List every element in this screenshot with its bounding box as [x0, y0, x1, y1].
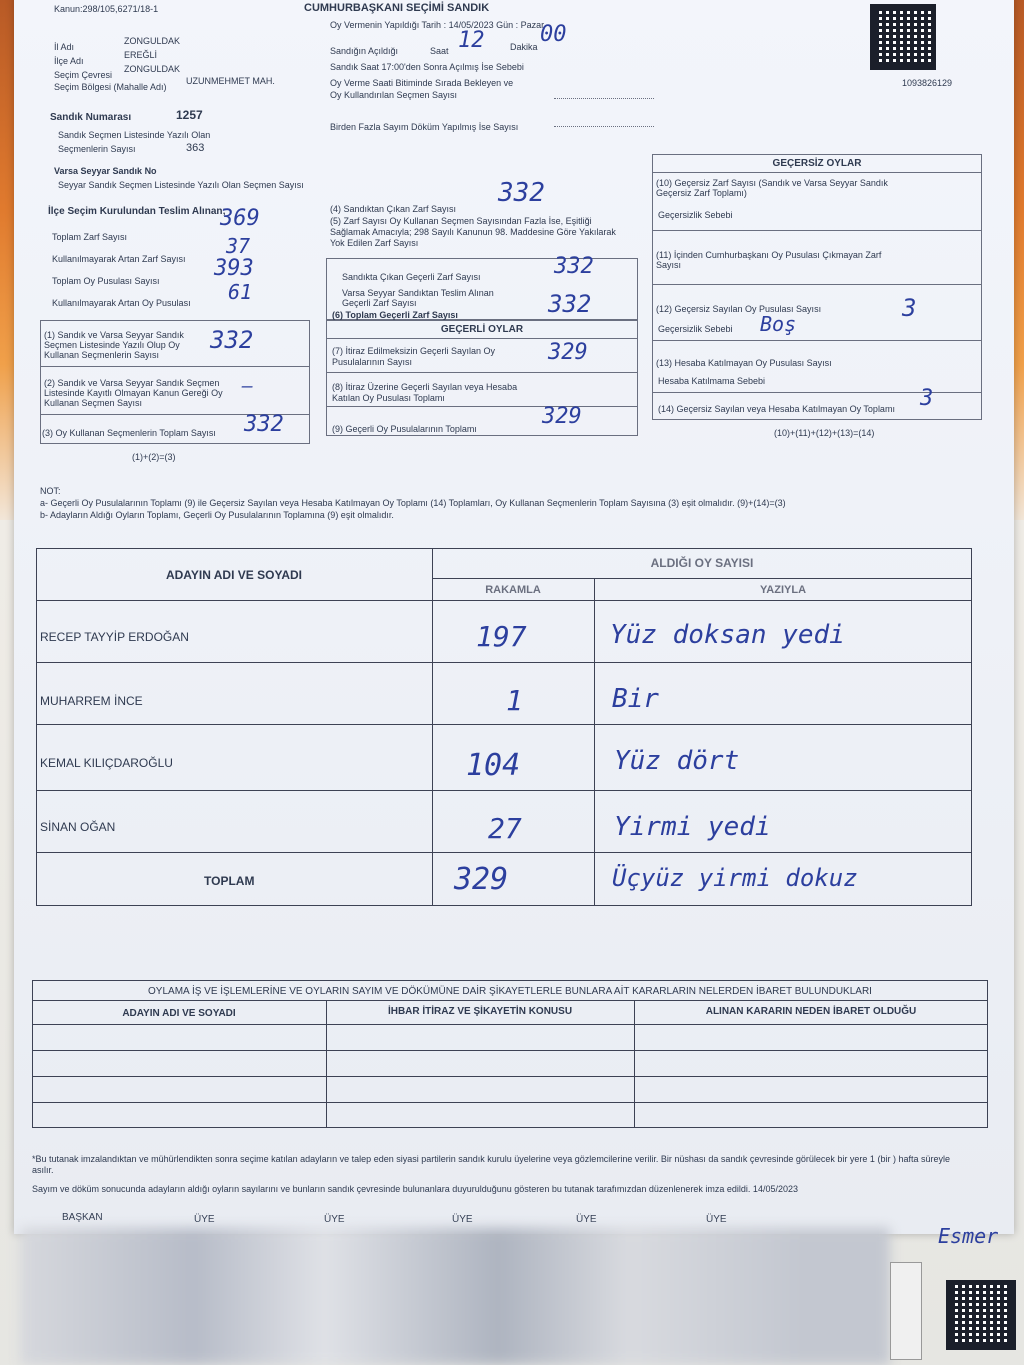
dakika-value: 00: [540, 22, 567, 47]
notes-title: NOT:: [40, 486, 61, 496]
candidate-digits: 197: [476, 620, 527, 653]
divider: [36, 600, 972, 601]
received-label-4: Kullanılmayarak Artan Oy Pusulası: [52, 298, 191, 308]
envelope-row-6-label: (6) Toplam Geçerli Zarf Sayısı: [332, 310, 458, 320]
cevre-label: Seçim Çevresi: [54, 70, 113, 80]
valid-votes-title: GEÇERLİ OYLAR: [440, 324, 524, 335]
candidate-name: RECEP TAYYİP ERDOĞAN: [40, 630, 189, 644]
candidate-words: Yüz dört: [614, 746, 740, 776]
voter-row-1-label: (1) Sandık ve Varsa Seyyar Sandık Seçmen Listesinde Yazılı Olup Oy Kullanan Seçmenlerin Sayısı: [44, 330, 184, 360]
received-value-2: 37: [226, 234, 251, 258]
invalid-row-12-value: 3: [902, 294, 917, 322]
candidate-name: KEMAL KILIÇDAROĞLU: [40, 756, 173, 770]
divider: [326, 372, 638, 373]
total-label: TOPLAM: [204, 874, 255, 888]
divider: [594, 578, 595, 906]
received-header: İlçe Seçim Kurulundan Teslim Alınan;: [48, 206, 226, 217]
footer-text-2: Sayım ve döküm sonucunda adayların aldığı oyların sayılarını ve bunların sandık çevresinde bulunanlara duyurulduğunu gösteren bu tutanak tarafımızdan düzenlenerek imza edildi. 14/05/2023: [32, 1184, 798, 1194]
name-header: ADAYIN ADI VE SOYADI: [165, 568, 303, 582]
redacted-signatures: [20, 1228, 890, 1365]
invalid-row-12-reason-label: Geçersizlik Sebebi: [658, 324, 733, 334]
valid-row-9-value: 329: [542, 404, 582, 429]
voters-label-1: Sandık Seçmen Listesinde Yazılı Olan: [58, 130, 211, 140]
invalid-row-14-value: 3: [920, 386, 934, 411]
footer-text-1: *Bu tutanak imzalandıktan ve mühürlendikten sonra seçime katılan adayların ve talep eden siyasi partilerin sandık kurulu üyelerine veya gözlemcilerine verilir. Bir nüshası da sandık çevresinde görülecek bir yere 1 (bir ) hafta süreyle asılır.: [32, 1154, 950, 1175]
open-label: Sandığın Açıldığı: [330, 46, 399, 56]
valid-row-8-label: (8) İtiraz Üzerine Geçerli Sayılan veya Hesaba Katılan Oy Pusulası Toplamı: [332, 382, 518, 403]
signature-uye: ÜYE: [194, 1214, 215, 1225]
barcode-number: 1093826129: [902, 78, 953, 88]
ilce-label: İlçe Adı: [54, 56, 84, 66]
queue-label-2: Oy Kullandırılan Seçmen Sayısı: [330, 90, 458, 100]
voter-row-3-value: 332: [244, 412, 284, 437]
il-value: ZONGULDAK: [124, 36, 181, 46]
complaints-col-2: İHBAR İTİRAZ VE ŞİKAYETİN KONUSU: [387, 1006, 573, 1017]
words-header: YAZIYLA: [759, 584, 807, 596]
il-label: İl Adı: [54, 42, 75, 52]
complaints-col-1: ADAYIN ADI VE SOYADI: [122, 1008, 236, 1019]
divider: [652, 230, 982, 231]
received-value-1: 369: [220, 206, 260, 231]
mobile-box-label: Varsa Seyyar Sandık No: [54, 166, 157, 176]
divider: [326, 1000, 327, 1128]
handwritten-signature: Esmer: [938, 1224, 999, 1248]
signature-uye: ÜYE: [324, 1214, 345, 1225]
divider: [32, 1102, 988, 1103]
divider: [32, 1050, 988, 1051]
multi-count-label: Birden Fazla Sayım Döküm Yapılmış İse Sayısı: [330, 122, 519, 132]
received-value-4: 61: [228, 280, 253, 304]
divider: [652, 172, 982, 173]
divider: [326, 406, 638, 407]
valid-env-value: 332: [554, 254, 594, 279]
queue-label: Oy Verme Saati Bitiminde Sırada Bekleyen ve: [330, 78, 514, 88]
signature-baskan: BAŞKAN: [62, 1212, 103, 1223]
candidate-digits: 27: [488, 812, 522, 845]
voter-formula: (1)+(2)=(3): [132, 452, 176, 462]
candidate-words: Yüz doksan yedi: [610, 620, 845, 650]
invalid-row-13-label: (13) Hesaba Katılmayan Oy Pusulası Sayısı: [656, 358, 832, 368]
divider: [36, 724, 972, 725]
invalid-row-12-label: (12) Geçersiz Sayılan Oy Pusulası Sayısı: [656, 304, 822, 314]
complaints-col-3: ALINAN KARARIN NEDEN İBARET OLDUĞU: [705, 1006, 917, 1017]
mobile-voters-label: Seyyar Sandık Seçmen Listesinde Yazılı Olan Seçmen Sayısı: [58, 180, 304, 190]
dakika-label: Dakika: [510, 42, 538, 52]
divider: [326, 338, 638, 339]
complaints-title: OYLAMA İŞ VE İŞLEMLERİNE VE OYLARIN SAYIM VE DÖKÜMÜNE DAİR ŞİKAYETLERLE BUNLARA AİT KARARLARIN NELERDEN İBARET BULUNDUKLARI: [148, 986, 872, 997]
invalid-votes-title: GEÇERSİZ OYLAR: [772, 158, 862, 169]
signature-uye: ÜYE: [452, 1214, 473, 1225]
candidate-digits: 1: [506, 684, 523, 717]
multi-count-dotline: [554, 126, 654, 127]
divider: [32, 1076, 988, 1077]
invalid-row-13-reason: Hesaba Katılmama Sebebi: [658, 376, 766, 386]
received-label-3: Toplam Oy Pusulası Sayısı: [52, 276, 160, 286]
candidate-name: SİNAN OĞAN: [40, 820, 116, 834]
envelope-row-6-value: 332: [548, 290, 592, 318]
invalid-row-14-label: (14) Geçersiz Sayılan veya Hesaba Katılmayan Oy Toplamı: [658, 404, 895, 414]
after17-label: Sandık Saat 17:00'den Sonra Açılmış İse Sebebi: [330, 62, 524, 72]
divider: [652, 340, 982, 341]
box-no-value: 1257: [176, 108, 203, 122]
divider: [32, 1000, 988, 1001]
invalid-row-10-reason: Geçersizlik Sebebi: [658, 210, 733, 220]
kanun-ref: Kanun:298/105,6271/18-1: [54, 4, 159, 14]
divider: [652, 284, 982, 285]
signature-uye: ÜYE: [706, 1214, 727, 1225]
envelope-row-4-label: (4) Sandıktan Çıkan Zarf Sayısı: [330, 204, 457, 214]
vote-date: Oy Vermenin Yapıldığı Tarih : 14/05/2023 Gün : Pazar: [330, 20, 545, 30]
voter-row-2-label: (2) Sandık ve Varsa Seyyar Sandık Seçmen Listesinde Kayıtlı Olmayan Kanun Gereği Oy Kullanan Seçmen Sayısı: [44, 378, 223, 408]
qr-code-icon: [946, 1280, 1016, 1350]
voter-row-2-value: —: [242, 376, 253, 397]
valid-row-9-label: (9) Geçerli Oy Pusulalarının Toplamı: [332, 424, 477, 434]
total-words: Üçyüz yirmi dokuz: [612, 864, 858, 892]
total-digits: 329: [454, 862, 509, 897]
ilce-value: EREĞLİ: [124, 50, 158, 60]
votes-header: ALDIĞI OY SAYISI: [650, 556, 754, 570]
voter-row-3-label: (3) Oy Kullanan Seçmenlerin Toplam Sayısı: [42, 428, 216, 438]
valid-env-label: Sandıkta Çıkan Geçerli Zarf Sayısı: [342, 272, 481, 282]
valid-row-7-value: 329: [548, 340, 588, 365]
voter-row-1-value: 332: [210, 326, 254, 354]
box-no-label: Sandık Numarası: [50, 112, 132, 123]
candidate-digits: 104: [466, 748, 521, 783]
bolge-label: Seçim Bölgesi (Mahalle Adı): [54, 82, 167, 92]
queue-dotline: [554, 98, 654, 99]
complaints-table: [32, 980, 988, 1128]
received-value-3: 393: [214, 256, 254, 281]
received-label-2: Kullanılmayarak Artan Zarf Sayısı: [52, 254, 186, 264]
invalid-row-11-label: (11) İçinden Cumhurbaşkanı Oy Pusulası Çıkmayan Zarf Sayısı: [656, 250, 882, 270]
voters-label-2: Seçmenlerin Sayısı: [58, 144, 136, 154]
note-b: b- Adayların Aldığı Oyların Toplamı, Geçerli Oy Pusulalarının Toplamına (9) eşit olmalıdır.: [40, 510, 394, 520]
candidate-words: Bir: [612, 684, 659, 714]
invalid-formula: (10)+(11)+(12)+(13)=(14): [774, 428, 875, 438]
invalid-row-12-reason-value: Boş: [760, 312, 797, 336]
saat-label: Saat: [430, 46, 449, 56]
divider: [634, 1000, 635, 1128]
voters-value: 363: [186, 142, 205, 154]
invalid-row-10-label: (10) Geçersiz Zarf Sayısı (Sandık ve Varsa Seyyar Sandık Geçersiz Zarf Toplamı): [656, 178, 888, 198]
divider: [40, 366, 310, 367]
divider: [36, 852, 972, 853]
divider: [36, 662, 972, 663]
bolge-value: UZUNMEHMET MAH.: [186, 76, 275, 86]
signature-uye: ÜYE: [576, 1214, 597, 1225]
cevre-value: ZONGULDAK: [124, 64, 181, 74]
received-label-1: Toplam Zarf Sayısı: [52, 232, 128, 242]
note-a: a- Geçerli Oy Pusulalarının Toplamı (9) ile Geçersiz Sayılan veya Hesaba Katılmayan Oy Toplamı (14) Toplamları, Oy Kullanan Seçmenlerin Toplam Sayısına (3) eşit olmalıdır. (9)+(14)=(3): [40, 498, 786, 508]
candidate-words: Yirmi yedi: [614, 812, 771, 842]
valid-row-7-label: (7) İtiraz Edilmeksizin Geçerli Sayılan Oy Pusulalarının Sayısı: [332, 346, 496, 367]
digits-header: RAKAMLA: [485, 584, 541, 596]
divider: [36, 790, 972, 791]
election-report-sheet: [14, 0, 1014, 1234]
page-title: CUMHURBAŞKANI SEÇİMİ SANDIK: [304, 2, 490, 14]
stamp-strip: [890, 1262, 922, 1360]
candidate-name: MUHARREM İNCE: [40, 694, 143, 708]
qr-code-icon: [870, 4, 936, 70]
mobile-env-label: Varsa Seyyar Sandıktan Teslim Alınan Geçerli Zarf Sayısı: [342, 288, 494, 308]
divider: [32, 1024, 988, 1025]
saat-value: 12: [458, 28, 485, 53]
envelope-row-5-label: (5) Zarf Sayısı Oy Kullanan Seçmen Sayısından Fazla İse, Eşitliği Sağlamak Amacıyla; 298 Sayılı Kanunun 98. Maddesine Göre Yakılarak Yok Edilen Zarf Sayısı: [330, 216, 616, 248]
envelope-row-4-value: 332: [498, 178, 545, 208]
divider: [432, 578, 972, 579]
